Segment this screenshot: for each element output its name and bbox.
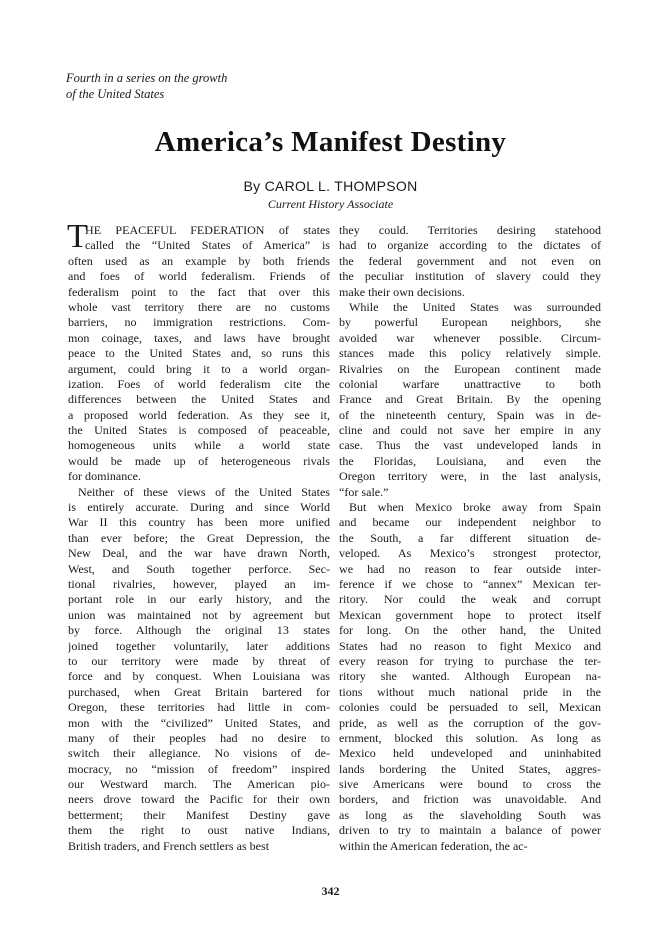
text-line: a proposed world federation. As they see it,	[68, 407, 330, 422]
article-title: America’s Manifest Destiny	[154, 126, 507, 158]
text-line: federalism point to the fact that over this	[68, 284, 330, 299]
text-line: sive Americans were bound to cross the	[339, 777, 601, 792]
text-line: force and by conquest. When Louisiana was	[68, 669, 330, 684]
text-line: and became our independent neighbor to	[339, 515, 601, 530]
text-line: Neither of these views of the United States	[78, 484, 330, 499]
text-line: of the nineteenth century, Spain was in de-	[339, 407, 601, 422]
text-line: for long. On the other hand, the United	[339, 623, 601, 638]
text-line: the peculiar institution of slavery could they	[339, 269, 601, 284]
text-line: barriers, no immigration restrictions. Com-	[68, 315, 330, 330]
text-line: argument, could bring it to a world organ-	[68, 361, 330, 376]
text-line: make their own decisions.	[339, 284, 465, 299]
text-line: pride, as well as the corruption of the gov-	[339, 715, 601, 730]
text-line: for dominance.	[68, 469, 141, 484]
text-line: ference if we chose to “annex” Mexican ter-	[339, 576, 601, 591]
text-line: tional rivalries, however, played an im-	[68, 576, 330, 591]
text-line: them the right to oust native Indians,	[68, 823, 330, 838]
text-line: States had no reason to fight Mexico and	[339, 638, 601, 653]
text-line: had to organize according to the dictates of	[339, 238, 601, 253]
text-line: neers drove toward the Pacific for their own	[68, 792, 330, 807]
text-line: every reason for trying to purchase the ter-	[339, 653, 601, 668]
series-note	[66, 70, 227, 102]
text-line: tions without much national pride in the	[339, 684, 601, 699]
text-line: the South, a far different situation de-	[339, 530, 601, 545]
left-column	[67, 218, 330, 854]
text-line: the United States is composed of peaceable,	[68, 423, 330, 438]
series-note-line: Fourth in a series on the growth	[66, 71, 228, 85]
right-column	[339, 223, 601, 854]
text-line: to our territory were made by threat of	[68, 653, 330, 668]
text-line: homogeneous units while a world state	[68, 438, 330, 453]
text-line: cline and could not save her empire in any	[339, 423, 601, 438]
text-line: our Westward march. The American pio-	[68, 777, 330, 792]
text-line: Oregon territory were, in the last analysis,	[339, 469, 601, 484]
text-line: the Floridas, Louisiana, and even the	[339, 453, 601, 468]
text-line: Oregon, these territories had little in com-	[68, 700, 330, 715]
drop-cap: T	[67, 218, 88, 255]
text-line: within the American federation, the ac-	[339, 838, 528, 853]
text-line: they could. Territories desiring statehood	[339, 223, 601, 237]
text-line: betterment; their Manifest Destiny gave	[68, 807, 330, 822]
text-line: ritory she wanted. Although European na-	[339, 669, 601, 684]
text-line: purchased, when Great Britain bartered for	[68, 684, 330, 699]
text-line: we had no reason to fear outside inter-	[339, 561, 601, 576]
text-line: lands bordering the United States, aggres-	[339, 761, 601, 776]
text-line: War II this country has been more unified	[68, 515, 330, 530]
text-line: whole vast territory there are no customs	[68, 299, 330, 314]
text-line: colonial warfare unattractive to both	[339, 376, 601, 391]
text-line: the federal government and not even on	[339, 253, 601, 268]
text-line: ernment, blocked this solution. As long as	[339, 730, 601, 745]
text-line: joined together voluntarily, later additions	[68, 638, 330, 653]
text-line: British traders, and French settlers as best	[68, 838, 270, 853]
text-line: union was maintained not by agreement but	[68, 607, 330, 622]
text-line: often used as an example by both friends	[68, 253, 330, 268]
text-line: is entirely accurate. During and since World	[68, 500, 330, 515]
text-line: case. Thus the vast undeveloped lands in	[339, 438, 601, 453]
text-line: New Deal, and the war have drawn North,	[68, 546, 330, 561]
text-line: colonies could be persuaded to sell, Mexican	[339, 700, 601, 715]
page-number: 342	[321, 884, 340, 898]
text-line: switch their allegiance. No visions of de-	[68, 746, 330, 761]
series-note-line: of the United States	[66, 87, 165, 101]
text-line: borders, and friction was unavoidable. And	[339, 792, 601, 807]
text-line: Mexican government hope to protect itself	[339, 607, 601, 622]
text-line: Rivalries on the European continent made	[339, 361, 601, 376]
text-line: stances made this policy relatively simple.	[339, 346, 601, 361]
text-line: would be made up of heterogeneous rivals	[68, 453, 330, 468]
author-affiliation: Current History Associate	[267, 197, 394, 211]
text-line: and foes of world federalism. Friends of	[68, 269, 330, 284]
text-line: called the “United States of America” is	[85, 238, 330, 253]
text-line: But when Mexico broke away from Spain	[349, 500, 601, 515]
text-line: mocracy, no “mission of freedom” inspired	[68, 761, 330, 776]
text-line: by force. Although the original 13 states	[68, 623, 330, 638]
text-line: ization. Foes of world federalism cite the	[68, 376, 330, 391]
text-line: France and Great Britain. By the opening	[339, 392, 601, 407]
text-line: While the United States was surrounded	[349, 299, 601, 314]
text-line: driven to try to maintain a balance of power	[339, 823, 601, 838]
text-line: differences between the United States and	[68, 392, 330, 407]
text-line: peace to the United States and, so runs this	[68, 346, 330, 361]
text-line: “for sale.”	[339, 484, 389, 499]
text-line: veloped. As Mexico’s strongest protector,	[339, 546, 601, 561]
text-line: mon with the “civilized” United States, and	[68, 715, 330, 730]
text-line: West, and South together perforce. Sec-	[68, 561, 330, 576]
text-line: many of their peoples had no desire to	[68, 730, 330, 745]
text-line: as long as the slaveholding South was	[339, 807, 601, 822]
text-line: mon coinage, taxes, and laws have brought	[68, 330, 330, 345]
text-line: by powerful European neighbors, she	[339, 315, 601, 330]
text-line: Mexico held undeveloped and uninhabited	[339, 746, 601, 761]
text-line: than ever before; the Great Depression, the	[68, 530, 330, 545]
text-line: ritory. Nor could the weak and corrupt	[339, 592, 601, 607]
text-line: HE PEACEFUL FEDERATION of states	[85, 223, 330, 237]
byline: By CAROL L. THOMPSON	[243, 178, 418, 194]
text-line: portant role in our early history, and the	[68, 592, 330, 607]
text-line: avoided war whenever possible. Circum-	[339, 330, 601, 345]
